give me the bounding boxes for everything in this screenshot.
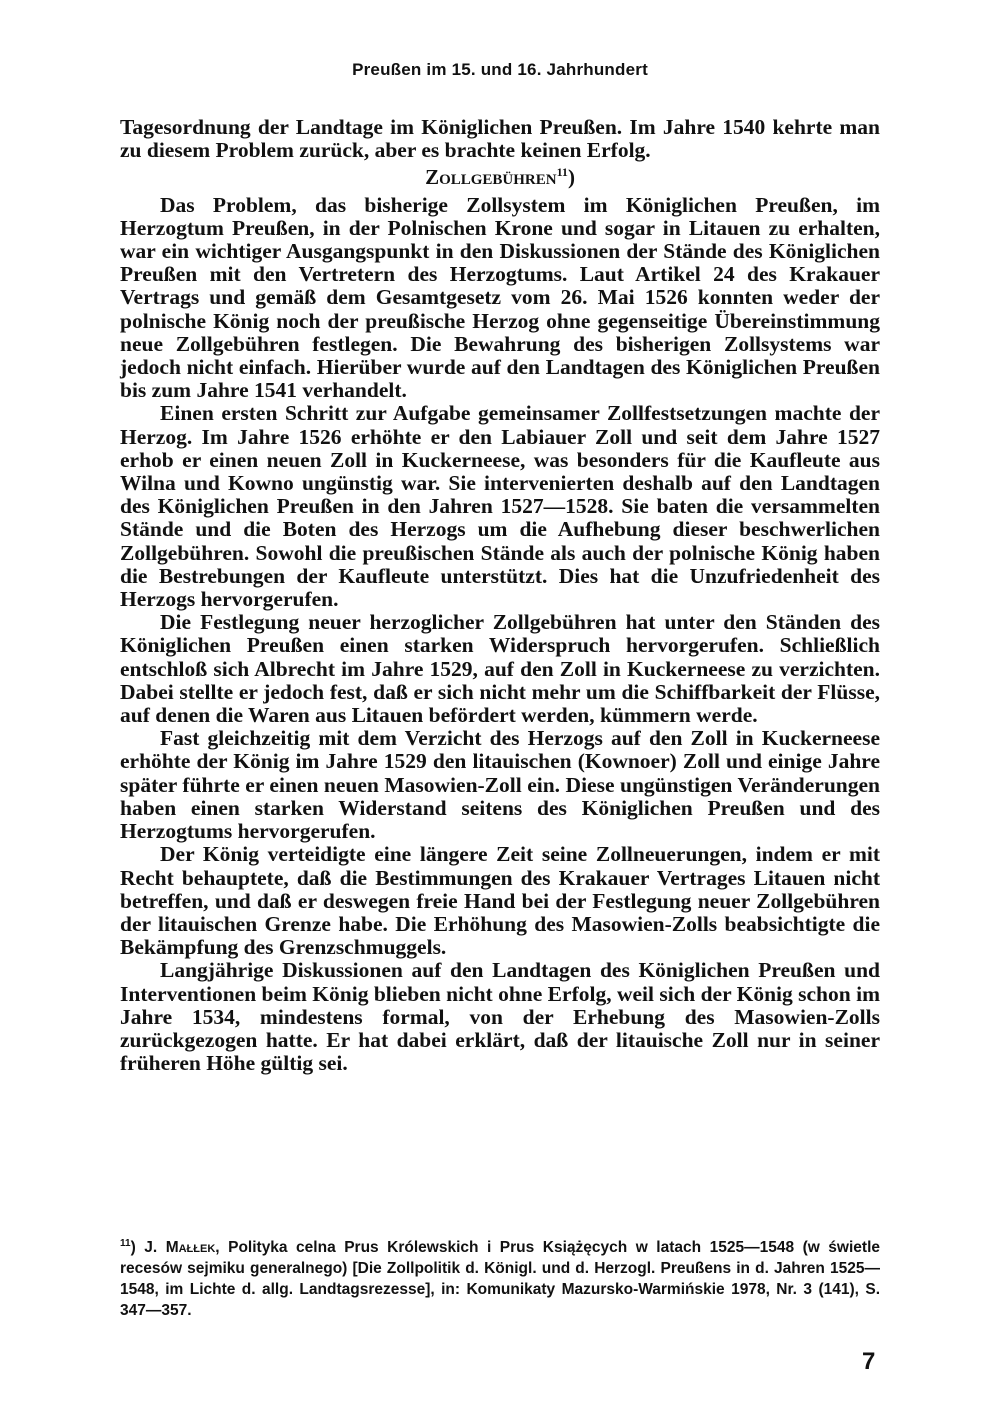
section-heading — [120, 166, 880, 189]
body-text — [120, 116, 880, 1075]
footnote-marker: 11 — [120, 1237, 131, 1249]
page-number: 7 — [862, 1348, 876, 1375]
paragraph: Langjährige Diskussionen auf den Landtagen des Königlichen Preußen und Interventionen beim König blieben nicht ohne Erfolg, weil sich der König schon im Jahre 1534, mindestens formal, von der Erhebung des Masowien-Zolls zurückgezogen hatte. Er hat dabei erklärt, daß der litauische Zoll nur in seiner früheren Höhe gültig sei. — [120, 958, 880, 1076]
footnote — [120, 1237, 880, 1321]
paragraph: Die Festlegung neuer herzoglicher Zollgebühren hat unter den Ständen des Königlichen Preußen einen starken Widerspruch hervorgerufen. Schließlich entschloß sich Albrecht im Jahre 1529, auf den Zoll in Kuckerneese zu verzichten. Dabei stellte er jedoch fest, daß er sich nicht mehr um die Schiffbarkeit der Flüsse, auf denen die Waren aus Litauen befördert werden, kümmern werde. — [120, 610, 880, 728]
intro-paragraph: Tagesordnung der Landtage im Königlichen Preußen. Im Jahre 1540 kehrte man zu diesem Problem zurück, aber es brachte keinen Erfolg. — [120, 115, 880, 163]
footnote-text: Polityka celna Prus Królewskich i Prus Książęcych w latach 1525—1548 (w świetle recesów sejmiku generalnego) [Die Zollpolitik d. Königl. und d. Herzogl. Preußens in d. Jahren 1525—1548, im Lichte d. allg. Landtagsrezesse], in: Komunikaty Mazursko-Warmińskie 1978, Nr. 3 (141), S. 347—357. — [120, 1239, 880, 1319]
footnote-reference: 11 — [556, 165, 568, 180]
footnote-reference-paren: ) — [567, 165, 575, 190]
footnote-author: J. Małłek, — [144, 1239, 220, 1256]
paragraph: Das Problem, das bisherige Zollsystem im Königlichen Preußen, im Herzogtum Preußen, in der Polnischen Krone und sogar in Litauen zu erhalten, war ein wichtiger Ausgangspunkt in den Diskussionen der Stände des Königlichen Preußen mit den Vertretern des Herzogtums. Laut Artikel 24 des Krakauer Vertrags und gemäß dem Gesamtgesetz vom 26. Mai 1526 konnten weder der polnische König noch der preußische Herzog ohne gegenseitige Übereinstimmung neue Zollgebühren festlegen. Die Bewahrung des bisherigen Zollsystems war jedoch nicht einfach. Hierüber wurde auf den Landtagen des Königlichen Preußen bis zum Jahre 1541 verhandelt. — [120, 192, 880, 403]
running-head: Preußen im 15. und 16. Jahrhundert — [352, 60, 648, 79]
paragraph: Der König verteidigte eine längere Zeit seine Zollneuerungen, indem er mit Recht behauptete, daß die Bestimmungen des Krakauer Vertrages Litauen nicht betreffen, und daß er deswegen freie Hand bei der Festlegung neuer Zollgebühren der litauischen Grenze habe. Die Erhöhung des Masowien-Zolls beabsichtigte die Bekämpfung des Grenzschmuggels. — [120, 842, 880, 960]
paragraph: Einen ersten Schritt zur Aufgabe gemeinsamer Zollfestsetzungen machte der Herzog. Im Jahre 1526 erhöhte er den Labiauer Zoll und seit dem Jahre 1527 erhob er einen neuen Zoll in Kuckerneese, was besonders für die Kaufleute aus Wilna und Kowno ungünstig war. Sie intervenierten deshalb auf den Landtagen des Königlichen Preußen in den Jahren 1527—1528. Sie baten die versammelten Stände und die Boten des Herzogs um die Aufhebung dieser beschwerlichen Zollgebühren. Sowohl die preußischen Stände als auch der polnische König haben die Bestrebungen der Kaufleute unterstützt. Dies hat die Unzufriedenheit des Herzogs hervorgerufen. — [120, 401, 880, 612]
footnote-marker-paren: ) — [130, 1239, 136, 1256]
paragraph: Fast gleichzeitig mit dem Verzicht des Herzogs auf den Zoll in Kuckerneese erhöhte der König im Jahre 1529 den litauischen (Kownoer) Zoll und einige Jahre später führte er einen neuen Masowien-Zoll ein. Diese ungünstigen Veränderungen haben einen starken Widerstand seitens des Königlichen Preußen und des Herzogtums hervorgerufen. — [120, 726, 880, 844]
section-heading-text: Zollgebühren — [425, 165, 557, 190]
